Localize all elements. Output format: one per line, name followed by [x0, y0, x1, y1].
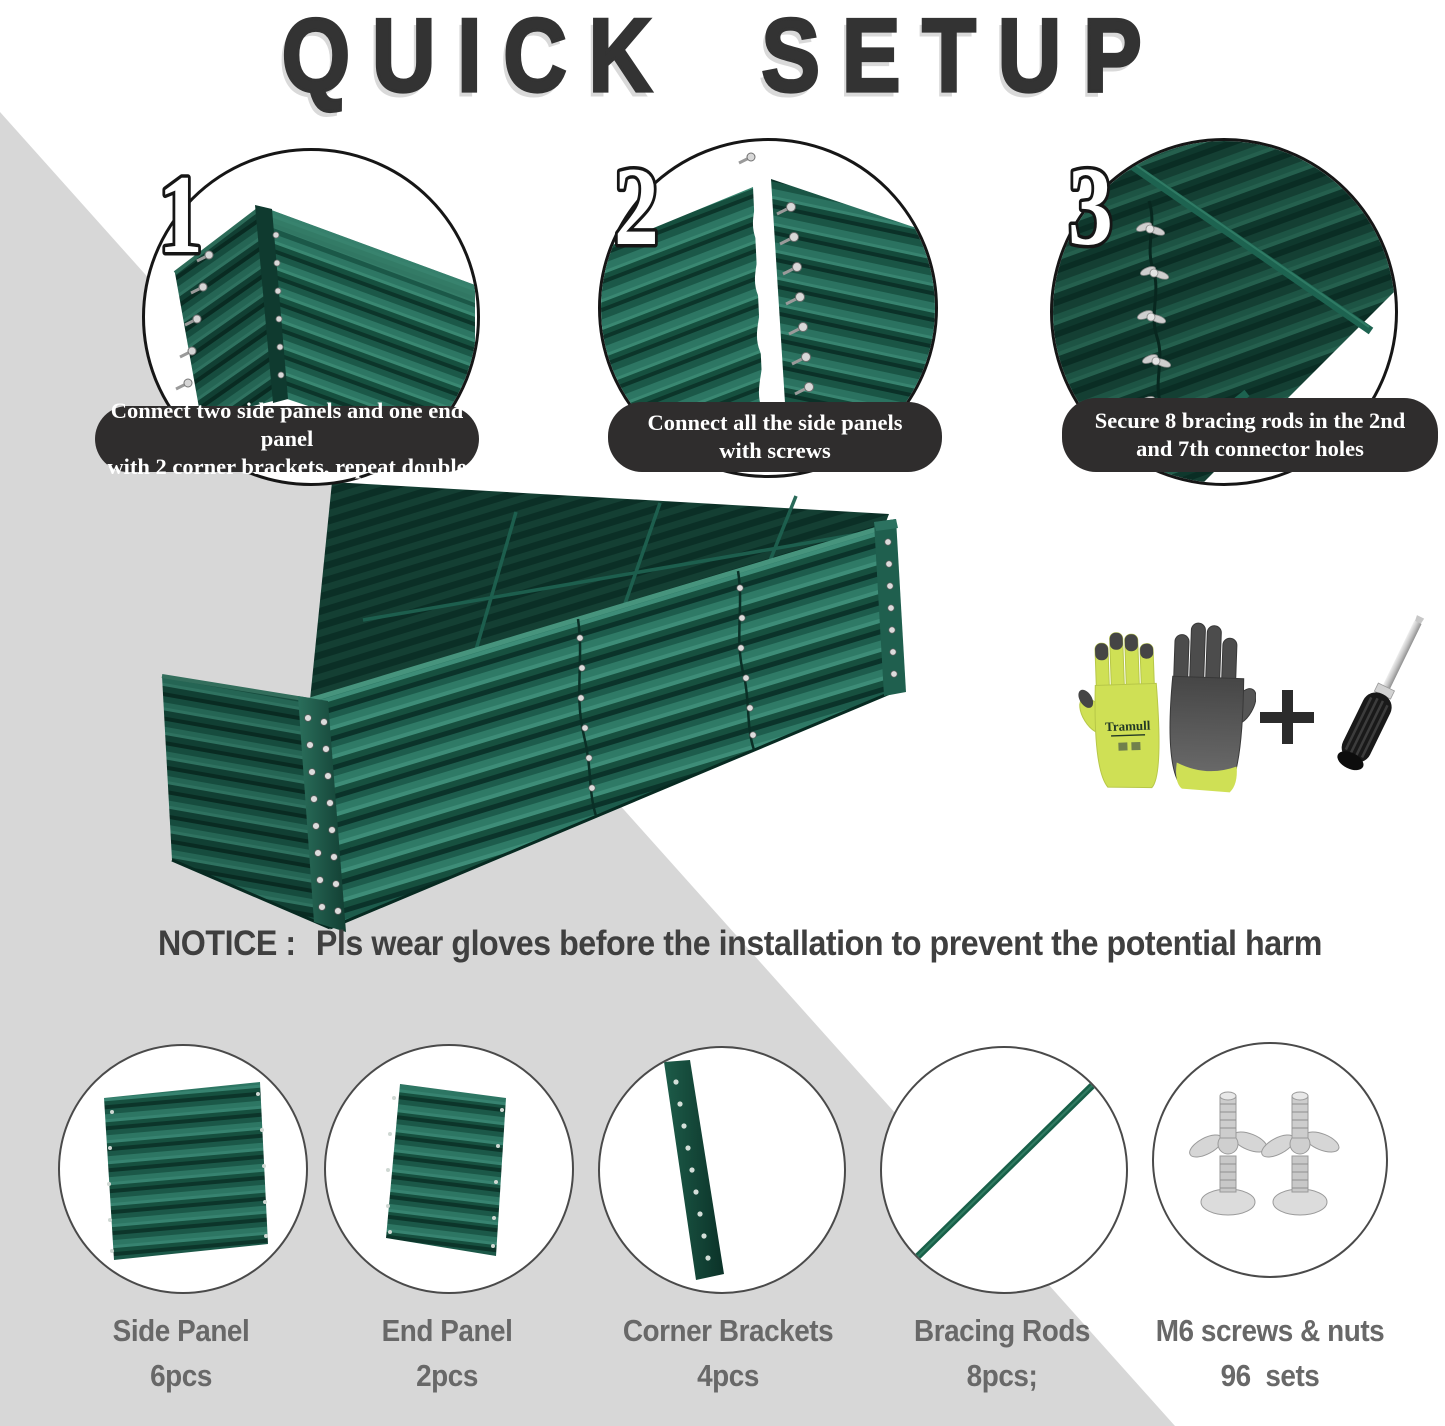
part-side-panel-image: [58, 1044, 308, 1294]
part-quantity: 2pcs: [416, 1358, 478, 1393]
part-name: M6 screws & nuts: [1155, 1313, 1385, 1348]
caption-line: Connect two side panels and one end panel: [110, 398, 464, 451]
step-3-number-text: 3: [1068, 144, 1113, 268]
part-corner-brackets-label: [584, 1308, 872, 1398]
part-quantity: 6pcs: [150, 1358, 212, 1393]
step-3-caption: [1062, 398, 1438, 472]
part-side-panel-label: [37, 1308, 325, 1398]
part-bracing-rods-label: [858, 1308, 1146, 1398]
assembled-garden-bed-image: [148, 470, 978, 940]
part-name: Side Panel: [112, 1313, 250, 1348]
part-bracing-rod-image: [880, 1046, 1128, 1294]
part-end-panel-image: [324, 1044, 574, 1294]
caption-line: with 2 corner brackets, repeat double: [107, 454, 467, 479]
bracing-rod-illustration-small: [882, 1048, 1126, 1292]
side-panel-illustration: [60, 1046, 306, 1292]
step-1-number: [148, 146, 268, 276]
glove-brand-label: Tramull: [1104, 717, 1151, 735]
plus-vertical-bar: [1282, 690, 1293, 744]
caption-line: Connect all the side panels: [647, 410, 903, 435]
step-2-number-text: 2: [614, 144, 659, 268]
step-2-number: [604, 138, 724, 268]
step-1-caption: [95, 398, 479, 479]
part-quantity: 4pcs: [697, 1358, 759, 1393]
caption-line: with screws: [719, 438, 831, 463]
part-quantity: 8pcs;: [966, 1358, 1038, 1393]
part-end-panel-label: [303, 1308, 591, 1398]
plus-sign: [1258, 688, 1316, 746]
corner-bracket-illustration: [600, 1048, 844, 1292]
notice-label: NOTICE :: [158, 924, 296, 963]
part-name: End Panel: [381, 1313, 513, 1348]
wing-nut-illustration: [1154, 1044, 1386, 1276]
part-name: Bracing Rods: [914, 1313, 1090, 1348]
step-2-caption: [608, 402, 942, 472]
end-panel-illustration: [326, 1046, 572, 1292]
part-corner-bracket-image: [598, 1046, 846, 1294]
screwdriver-image: [1320, 606, 1445, 784]
part-screws-nuts-image: [1152, 1042, 1388, 1278]
caption-line: Secure 8 bracing rods in the 2nd: [1094, 408, 1406, 433]
part-name: Corner Brackets: [622, 1313, 834, 1348]
step-1-number-text: 1: [158, 152, 203, 276]
part-quantity: 96 sets: [1220, 1358, 1320, 1393]
part-screws-nuts-label: [1126, 1308, 1414, 1398]
notice-text: [158, 922, 1354, 966]
caption-line: and 7th connector holes: [1136, 436, 1364, 461]
step-3-number: [1058, 138, 1178, 268]
page-title: QUICK SETUP: [281, 0, 1164, 114]
notice-message: Pls wear gloves before the installation to prevent the potential harm: [315, 924, 1322, 963]
work-gloves-image: [1078, 612, 1256, 802]
